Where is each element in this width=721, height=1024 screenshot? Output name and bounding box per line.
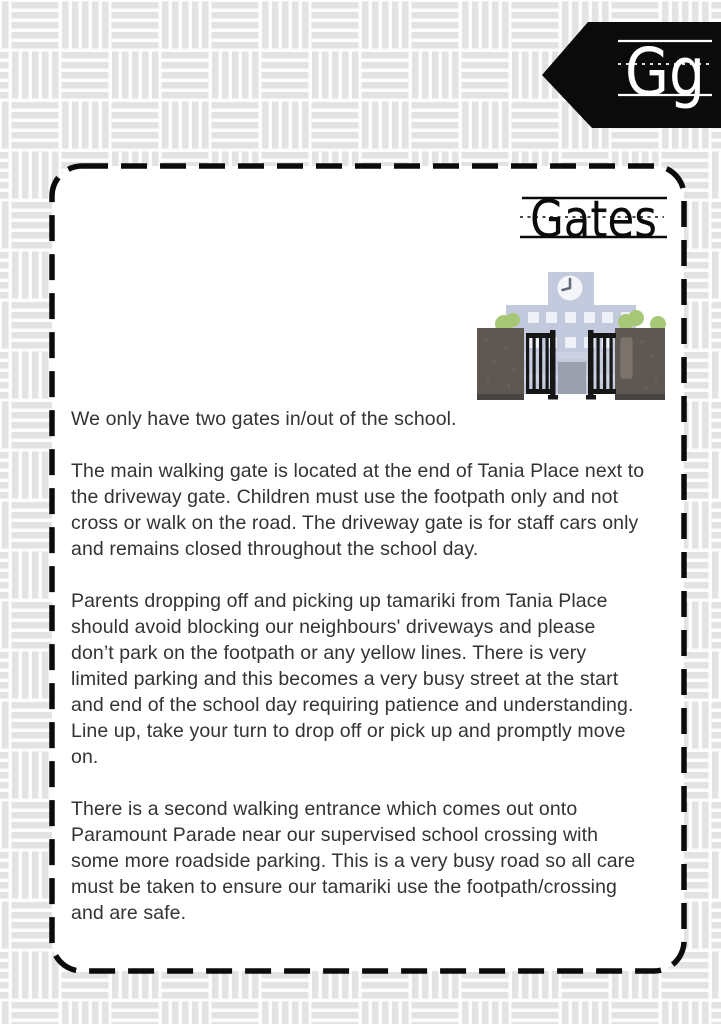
text-line: must be taken to ensure our tamariki use the footpath/crossing [71, 876, 617, 898]
letter-banner [540, 20, 721, 132]
text-line: on. [71, 746, 99, 768]
card-title-block [512, 186, 682, 248]
gate-pillar-right [615, 328, 665, 400]
text-line: cross or walk on the road. The driveway gate is for staff cars only [71, 512, 639, 534]
text-line: and are safe. [71, 902, 187, 924]
paragraph-1 [71, 406, 671, 432]
body-text [71, 406, 671, 952]
paragraph-4 [71, 796, 671, 926]
paragraph-3 [71, 588, 671, 770]
text-line: and end of the school day requiring patience and understanding. [71, 694, 634, 716]
page-title: Gates [530, 190, 657, 248]
text-line: and remains closed throughout the school day. [71, 538, 479, 560]
text-line: some more roadside parking. This is a very busy road so all care [71, 850, 636, 872]
paragraph-2 [71, 458, 671, 562]
gate-pillar-left [477, 328, 524, 400]
clock-tower-icon [548, 272, 594, 307]
text-line: Line up, take your turn to drop off or pick up and promptly move [71, 720, 626, 742]
text-line: Parents dropping off and picking up tamariki from Tania Place [71, 590, 608, 612]
text-line: limited parking and this becomes a very busy street at the start [71, 668, 619, 690]
text-line: should avoid blocking our neighbours' driveways and please [71, 616, 596, 638]
school-gate-illustration-icon [476, 262, 668, 404]
text-line: We only have two gates in/out of the school. [71, 408, 457, 430]
text-line: There is a second walking entrance which comes out onto [71, 798, 578, 820]
text-line: the driveway gate. Children must use the footpath only and not [71, 486, 619, 508]
text-line: don’t park on the footpath or any yellow lines. There is very [71, 642, 587, 664]
text-line: The main walking gate is located at the end of Tania Place next to [71, 460, 645, 482]
text-line: Paramount Parade near our supervised school crossing with [71, 824, 599, 846]
school-door [558, 362, 586, 394]
banner-letters: Gg [625, 34, 705, 111]
